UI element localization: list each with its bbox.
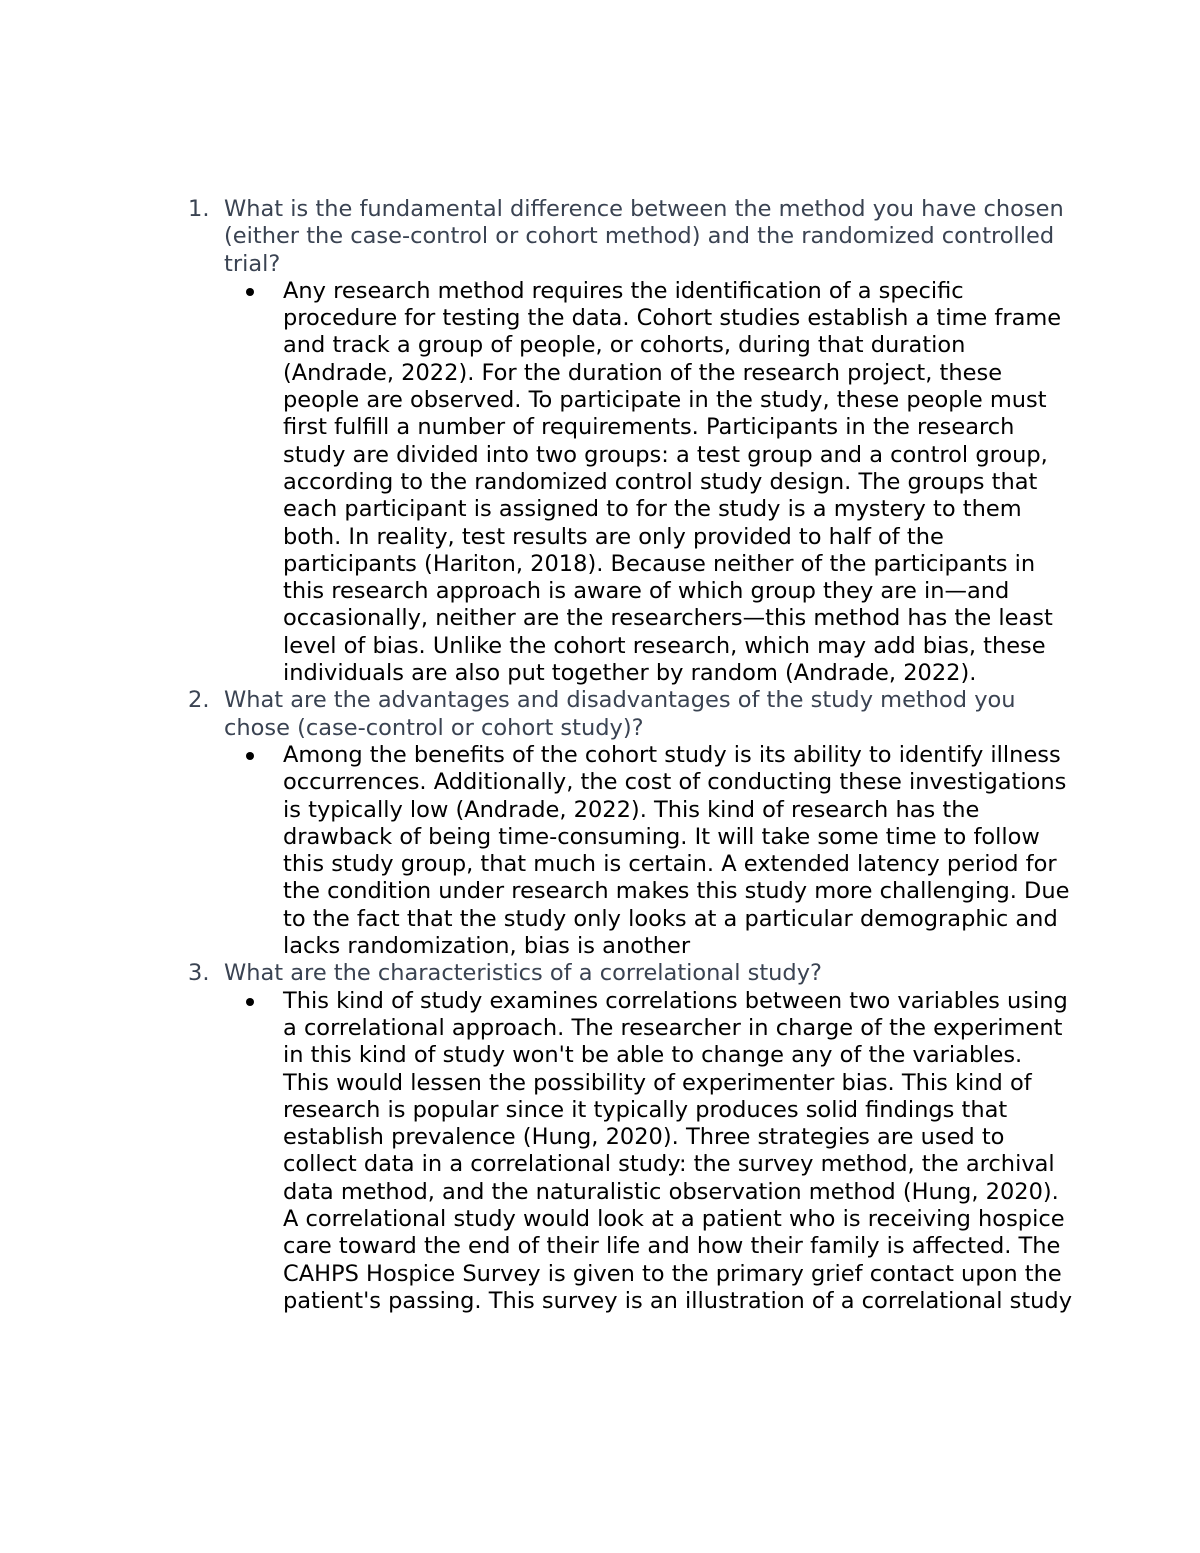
question-text: What are the characteristics of a correlational study? (224, 960, 822, 987)
question-item (188, 960, 1073, 1315)
answer-text: Among the benefits of the cohort study is its ability to identify illness occurrences. Additionally, the cost of conducting these investigations is typically low (Andrade, 2022). This kind of research has the drawback of being time-consuming. It will take some time to follow this study group, that much is certain. A extended latency period for the condition under research makes this study more challenging. Due to the fact that the study only looks at a particular demographic and lacks randomization, bias is another (283, 741, 1070, 960)
question-number: 3. (188, 960, 210, 987)
question-number: 1. (188, 196, 210, 222)
question-list (188, 196, 1073, 1315)
question-item (188, 196, 1068, 687)
bullet-icon (246, 998, 254, 1006)
question-item (188, 687, 1068, 960)
answer-list (224, 742, 1068, 960)
bullet-icon (246, 752, 254, 760)
bullet-icon (246, 288, 254, 296)
question-text: What are the advantages and disadvantages of the study method you chose (case-control or cohort study)? (224, 687, 1016, 741)
question-text: What is the fundamental difference between the method you have chosen (either the case-control or cohort method) and the randomized controlled trial? (224, 196, 1064, 277)
answer-list (224, 987, 1073, 1316)
answer-item (224, 987, 1073, 1316)
answer-item (224, 278, 1068, 687)
question-number: 2. (188, 687, 210, 714)
answer-list (224, 278, 1068, 687)
answer-text: This kind of study examines correlations between two variables using a correlational approach. The researcher in charge of the experiment in this kind of study won't be able to change any of the variables. This would lessen the possibility of experimenter bias. This kind of research is popular since it typically produces solid findings that establish prevalence (Hung, 2020). Three strategies are used to collect data in a correlational study: the survey method, the archival data method, and the naturalistic observation method (Hung, 2020). A correlational study would look at a patient who is receiving hospice care toward the end of their life and how their family is affected. The CAHPS Hospice Survey is given to the primary grief contact upon the patient's passing. This survey is an illustration of a correlational study (283, 987, 1073, 1314)
answer-item (224, 742, 1068, 960)
answer-text: Any research method requires the identification of a specific procedure for testing the data. Cohort studies establish a time frame and track a group of people, or cohorts, during that duration (Andrade, 2022). For the duration of the research project, these people are observed. To participate in the study, these people must first fulfill a number of requirements. Participants in the research study are divided into two groups: a test group and a control group, according to the randomized control study design. The groups that each participant is assigned to for the study is a mystery to them both. In reality, test results are only provided to half of the participants (Hariton, 2018). Because neither of the participants in this research approach is aware of which group they are in—and occasionally, neither are the researchers—this method has the least level of bias. Unlike the cohort research, which may add bias, these individuals are also put together by random (Andrade, 2022). (283, 277, 1062, 687)
